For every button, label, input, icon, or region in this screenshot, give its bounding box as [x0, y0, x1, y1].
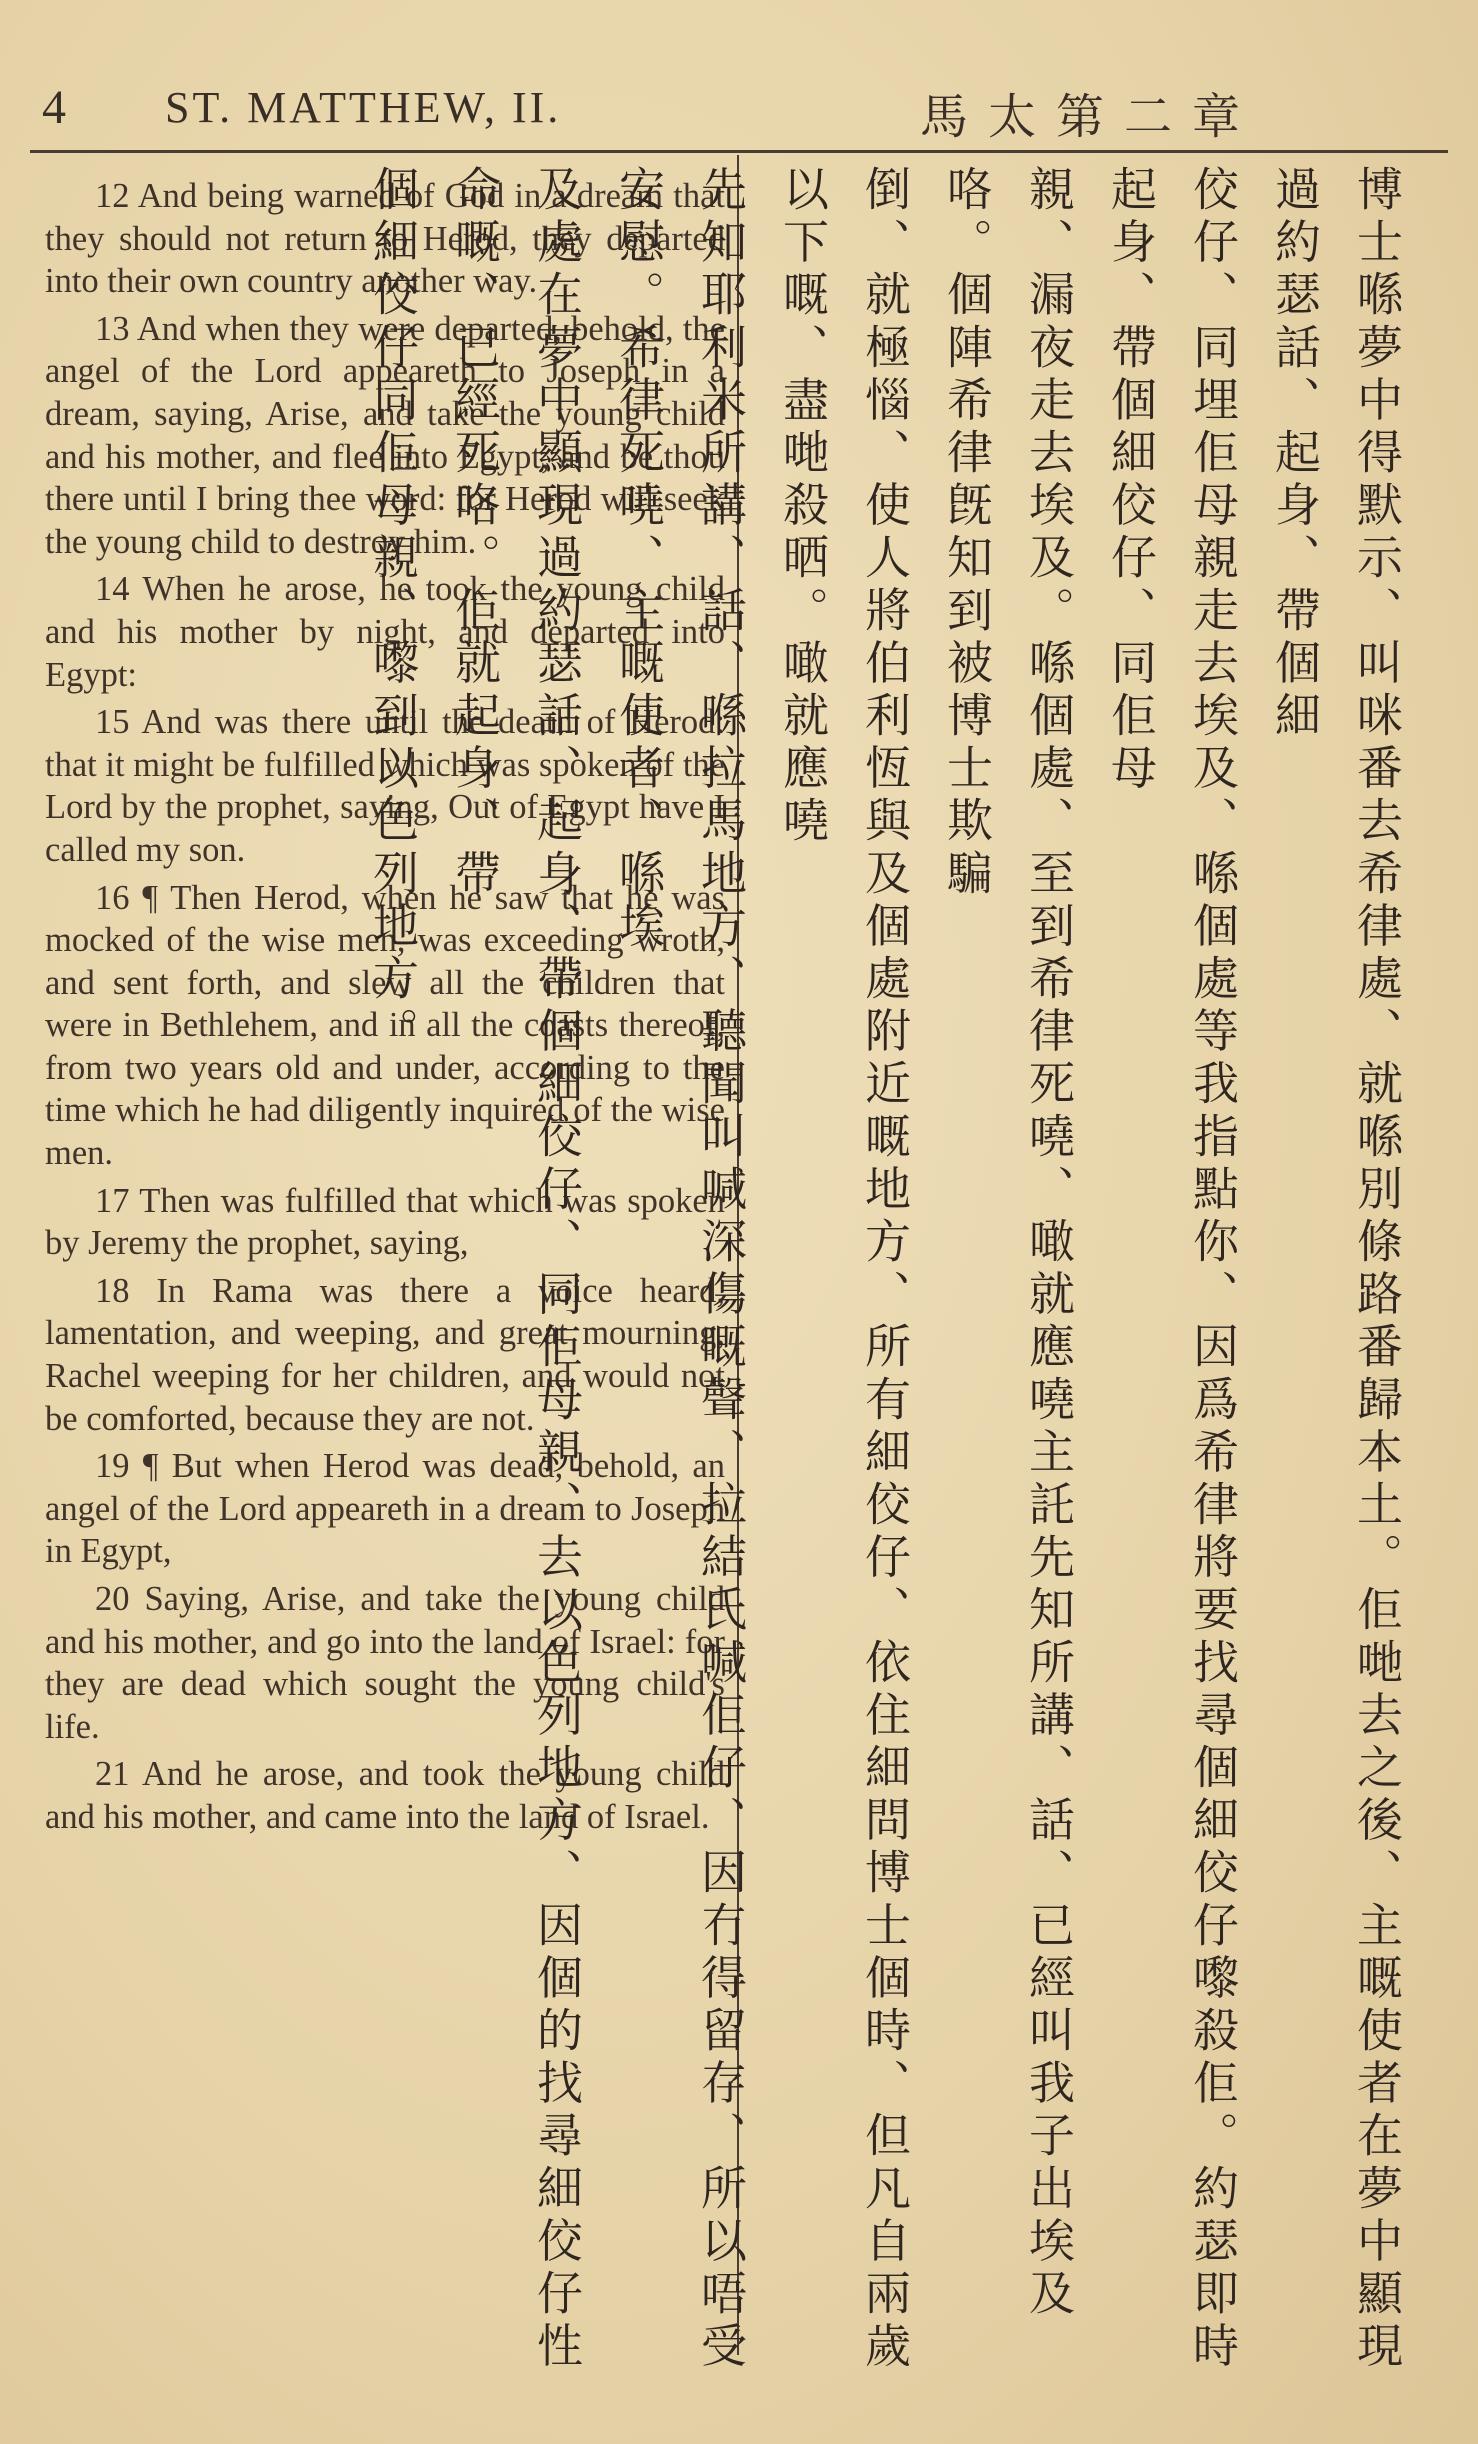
- page-header: [0, 60, 1478, 160]
- chinese-line: 親、漏夜走去埃及。喺個處、至到希律死嘵、噉就應嘵主託先知所講、話、已經叫我子出埃及咯。個陣希律旣知到被博士欺騙: [940, 165, 1076, 2322]
- english-verse: 20 Saying, Arise, and take the young child and his mother, and go into the land of Israel: for they are dead which sought the young child's life.: [45, 1580, 725, 1746]
- chinese-line: 倒、就極惱、使人將伯利恆與及個處附近嘅地方、所有細佼仔、依住細問博士個時、但凡自兩歲以下嘅、盡哋殺晒。噉就應嘵: [776, 165, 912, 2375]
- chinese-line: 佼仔、同埋佢母親走去埃及、喺個處等我指點你、因爲希律將要找尋個細佼仔嚟殺佢。約瑟即時起身、帶個細佼仔、同佢母: [1104, 165, 1240, 2375]
- english-verse: 15 And was there until the death of Herod: that it might be fulfilled which was spoken of the Lord by the prophet, saying, Out of Egypt have I called my son.: [45, 703, 725, 869]
- english-verse: 21 And he arose, and took the young child and his mother, and came into the land of Israel.: [45, 1755, 725, 1836]
- chinese-line: 個細佼仔同佢母親、嚟到以色列地方。: [366, 165, 420, 1060]
- english-verse: 19 ¶ But when Herod was dead, behold, an angel of the Lord appeareth in a dream to Joseph in Egypt,: [45, 1447, 725, 1571]
- header-rule: [30, 150, 1448, 153]
- page-number: 4: [42, 81, 66, 134]
- chinese-running-title: 馬太第二章: [920, 89, 1261, 145]
- english-verse: 13 And when they were departed, behold, the angel of the Lord appeareth to Joseph in a dream, saying, Arise, and take the young child and his mother, and flee into Egypt, and be thou there until I bring thee word: for Herod will seek the young child to destroy him.: [45, 309, 725, 561]
- chinese-line: 博士喺夢中得默示、叫咪番去希律處、就喺別條路番歸本土。佢哋去之後、主嘅使者在夢中顯現過約瑟話、起身、帶個細: [1268, 165, 1404, 2375]
- english-verse: 17 Then was fulfilled that which was spoken by Jeremy the prophet, saying,: [45, 1181, 725, 1263]
- english-verse: 16 ¶ Then Herod, when he saw that he was mocked of the wise men, was exceeding wroth, and sent forth, and slew all the children that were in Bethlehem, and in all the coasts thereof, from two years old and under, according to the time which he had diligently inquired of the wise men.: [45, 878, 725, 1173]
- chinese-line: 先知耶利米所講、話、喺拉馬地方、聽聞叫喊深傷嘅聲、拉結氏喊佢仔、因冇得留存、所以唔受安慰。希律死嘵、主嘅使者、喺埃: [612, 165, 748, 2375]
- english-verse: 14 When he arose, he took the young child and his mother by night, and departed into Egypt:: [45, 570, 725, 694]
- english-verse: 12 And being warned of God in a dream that they should not return to Herod, they departed into their own country another way.: [45, 177, 725, 301]
- chinese-line: 及處在夢中顯現過約瑟話、起身、帶個細佼仔、同佢母親、去以色列地方、因個的找尋細佼仔性命嘅、已經死咯。佢就起身、帶: [448, 165, 584, 2375]
- english-verse: 18 In Rama was there a voice heard, lamentation, and weeping, and great mourning, Rachel weeping for her children, and would not be comforted, because they are not.: [45, 1271, 725, 1438]
- running-title: ST. MATTHEW, II.: [165, 83, 562, 132]
